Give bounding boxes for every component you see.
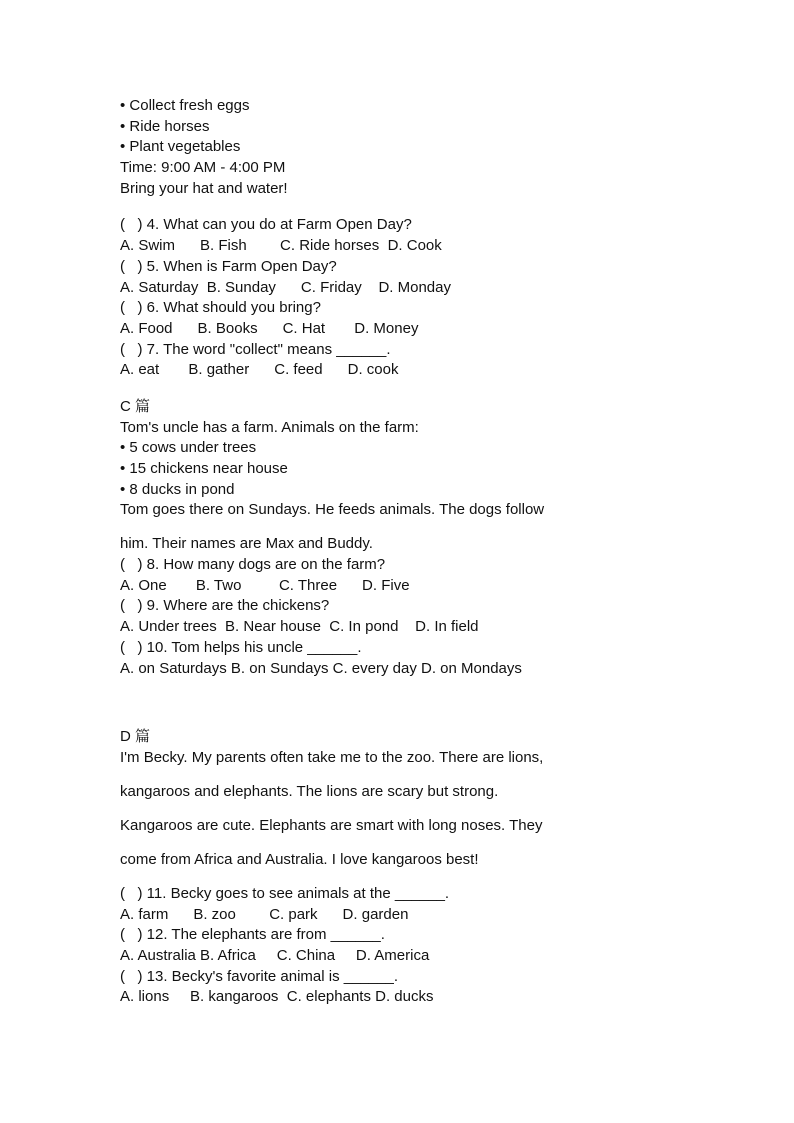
bullet-item: • 8 ducks in pond [120, 480, 235, 498]
bullet-item: • Collect fresh eggs [120, 97, 250, 114]
options-11: A. farm B. zoo C. park D. garden [120, 905, 409, 923]
section-d-paragraph-line: I'm Becky. My parents often take me to the zoo. There are lions, [120, 748, 544, 766]
section-c-paragraph-line: him. Their names are Max and Buddy. [120, 535, 373, 553]
section-d-paragraph-line: kangaroos and elephants. The lions are scary but strong. [120, 782, 499, 800]
options-7: A. eat B. gather C. feed D. cook [120, 361, 399, 379]
bullet-item: • 15 chickens near house [120, 460, 288, 477]
bullet-item: • 5 cows under trees [120, 439, 257, 457]
section-heading-d: D 篇 [120, 728, 151, 746]
options-5: A. Saturday B. Sunday C. Friday D. Monday [120, 278, 451, 296]
options-13: A. lions B. kangaroos C. elephants D. ducks [120, 988, 434, 1006]
section-c-intro: Tom's uncle has a farm. Animals on the farm: [120, 418, 419, 436]
options-8: A. One B. Two C. Three D. Five [120, 576, 410, 594]
event-note: Bring your hat and water! [120, 179, 288, 197]
question-13: ( ) 13. Becky's favorite animal is ______. [120, 967, 398, 985]
question-8: ( ) 8. How many dogs are on the farm? [120, 556, 386, 574]
question-7: ( ) 7. The word "collect" means ______. [120, 340, 391, 358]
section-heading-c: C 篇 [120, 397, 151, 415]
worksheet-page [120, 96, 680, 1008]
options-10: A. on Saturdays B. on Sundays C. every day D. on Mondays [120, 659, 522, 677]
question-5: ( ) 5. When is Farm Open Day? [120, 257, 337, 275]
bullet-item: • Ride horses [120, 117, 210, 135]
question-9: ( ) 9. Where are the chickens? [120, 597, 330, 615]
options-6: A. Food B. Books C. Hat D. Money [120, 319, 419, 337]
question-12: ( ) 12. The elephants are from ______. [120, 926, 385, 944]
section-d-paragraph-line: come from Africa and Australia. I love kangaroos best! [120, 850, 479, 868]
options-12: A. Australia B. Africa C. China D. America [120, 946, 430, 964]
question-10: ( ) 10. Tom helps his uncle ______. [120, 638, 362, 656]
options-4: A. Swim B. Fish C. Ride horses D. Cook [120, 237, 442, 255]
options-9: A. Under trees B. Near house C. In pond D. In field [120, 618, 479, 636]
bullet-item: • Plant vegetables [120, 138, 241, 156]
section-c-paragraph-line: Tom goes there on Sundays. He feeds animals. The dogs follow [120, 501, 545, 519]
section-d-paragraph-line: Kangaroos are cute. Elephants are smart with long noses. They [120, 816, 543, 834]
question-11: ( ) 11. Becky goes to see animals at the ______. [120, 884, 450, 902]
question-6: ( ) 6. What should you bring? [120, 299, 321, 317]
event-time: Time: 9:00 AM - 4:00 PM [120, 159, 286, 177]
question-4: ( ) 4. What can you do at Farm Open Day? [120, 216, 412, 234]
